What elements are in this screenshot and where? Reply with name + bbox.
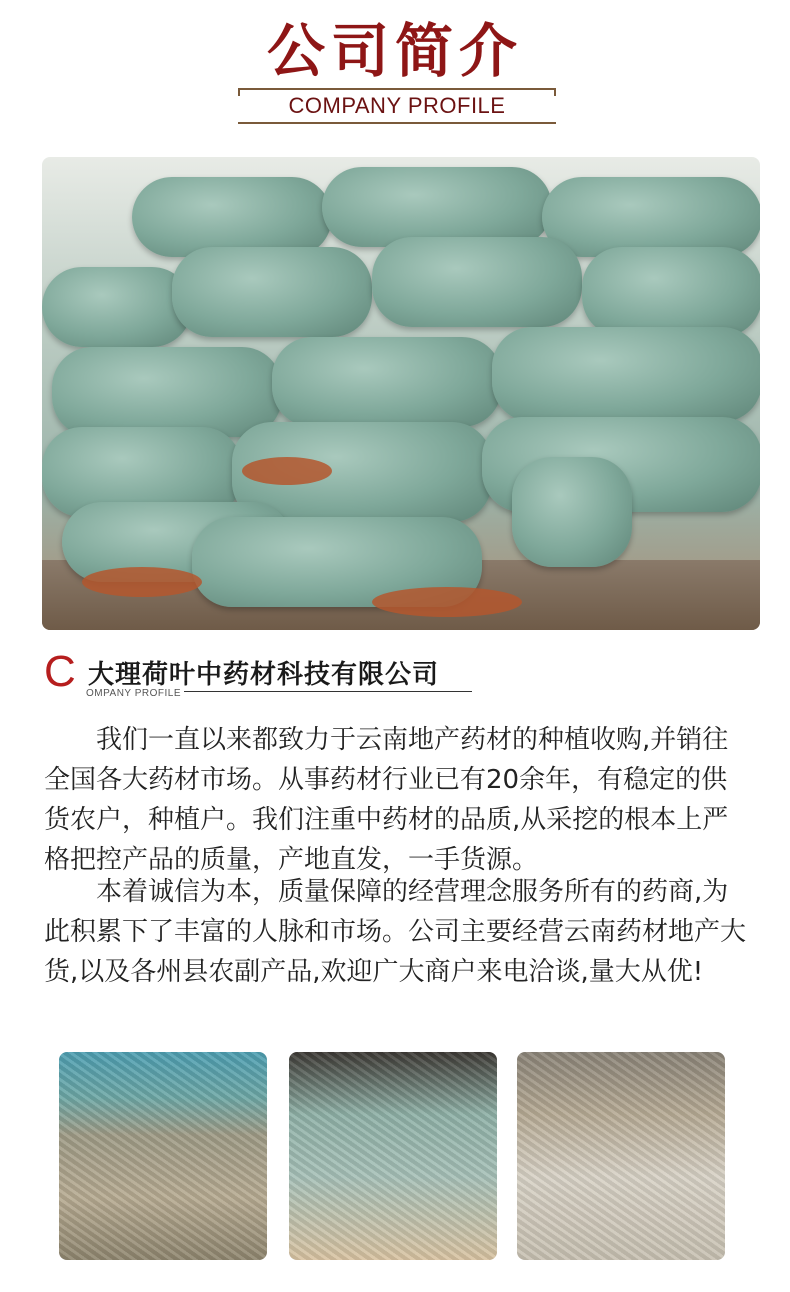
company-name-underline	[184, 691, 472, 692]
sack	[542, 177, 760, 257]
sack	[372, 237, 582, 327]
subtitle-top-rule	[238, 88, 556, 90]
herb-slices	[372, 587, 522, 617]
photo-texture	[517, 1052, 725, 1260]
sack	[42, 267, 192, 347]
sack	[172, 247, 372, 337]
sack	[322, 167, 552, 247]
herb-slices	[82, 567, 202, 597]
company-name: 大理荷叶中药材科技有限公司	[88, 660, 440, 690]
subtitle-frame	[238, 86, 556, 124]
stacked-sacks-photo	[289, 1052, 497, 1260]
sack	[132, 177, 332, 257]
sack	[492, 327, 760, 422]
open-sacks-herbs-photo	[517, 1052, 725, 1260]
sack	[272, 337, 502, 427]
intro-paragraph-2: 本着诚信为本，质量保障的经营理念服务所有的药商,为此积累下了丰富的人脉和市场。公司主要经营云南药材地产大货,以及各州县农副产品,欢迎广大商户来电洽谈,量大从优!	[44, 877, 747, 987]
sack	[582, 247, 760, 337]
page-title: 公司简介	[266, 17, 523, 85]
intro-paragraph-1: 我们一直以来都致力于云南地产药材的种植收购,并销往全国各大药材市场。从事药材行业已有20余年，有稳定的供货农户，种植户。我们注重中药材的品质,从采挖的根本上严格把控产品的质量，产地直发，一手货源。	[44, 725, 729, 875]
sack	[512, 457, 632, 567]
dried-roots-pile-photo	[59, 1052, 267, 1260]
company-c-logo: C	[44, 647, 76, 696]
page-subtitle: COMPANY PROFILE	[288, 93, 506, 118]
company-sub-label: OMPANY PROFILE	[86, 688, 181, 699]
herb-slices	[242, 457, 332, 485]
subtitle-bottom-rule	[238, 122, 556, 124]
photo-texture	[289, 1052, 497, 1260]
sack	[52, 347, 282, 437]
warehouse-sacks-photo	[42, 157, 760, 630]
photo-texture	[59, 1052, 267, 1260]
